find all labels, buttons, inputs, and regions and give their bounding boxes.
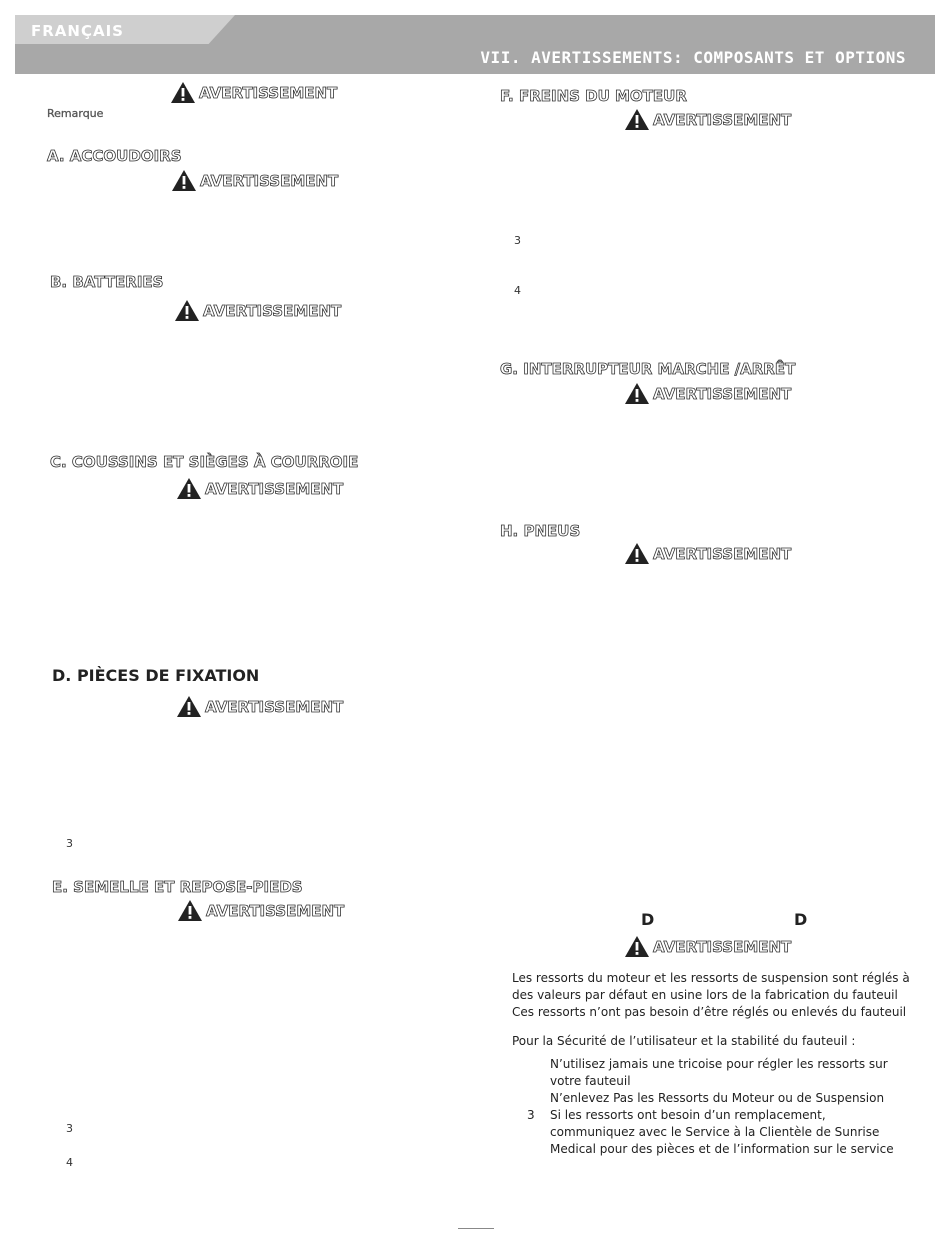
paragraph-line: des valeurs par défaut en usine lors de la fabrication du fauteuil xyxy=(512,988,898,1002)
section-f-item-number-4: 4 xyxy=(514,284,521,297)
warning-banner-intro xyxy=(170,81,337,104)
warning-triangle-icon xyxy=(170,81,196,104)
warning-label: AVERTISSEMENT xyxy=(205,479,344,498)
warning-triangle-icon xyxy=(176,695,202,718)
warning-banner-e xyxy=(177,899,344,922)
warning-banner-g xyxy=(624,382,791,405)
section-a-heading: A. ACCOUDOIRS xyxy=(47,147,182,165)
safety-list xyxy=(550,1056,894,1158)
list-item-number: 3 xyxy=(527,1108,535,1122)
list-line: votre fauteuil xyxy=(550,1074,631,1088)
warning-banner-b xyxy=(174,299,341,322)
section-i-heading-letter-1: D xyxy=(641,910,655,929)
section-d-heading xyxy=(52,666,259,685)
paragraph-line: Les ressorts du moteur et les ressorts de suspension sont réglés à xyxy=(512,971,910,985)
list-line: N’utilisez jamais une tricoise pour régler les ressorts sur xyxy=(550,1057,888,1071)
section-d-title: PIÈCES DE FIXATION xyxy=(76,666,260,685)
paragraph-line: Ces ressorts n’ont pas besoin d’être réglés ou enlevés du fauteuil xyxy=(512,1005,907,1019)
section-f-heading: F. FREINS DU MOTEUR xyxy=(500,87,687,105)
remark-label: Remarque xyxy=(47,107,104,120)
warning-label: AVERTISSEMENT xyxy=(206,901,345,920)
safety-intro: Pour la Sécurité de l’utilisateur et la stabilité du fauteuil : xyxy=(512,1034,856,1048)
list-line: N’enlevez Pas les Ressorts du Moteur ou de Suspension xyxy=(550,1091,885,1105)
warning-banner-a xyxy=(171,169,338,192)
warning-label: AVERTISSEMENT xyxy=(653,544,792,563)
warning-banner-d xyxy=(176,695,343,718)
warning-banner-c xyxy=(176,477,343,500)
warning-triangle-icon xyxy=(624,542,650,565)
warning-triangle-icon xyxy=(171,169,197,192)
warning-label: AVERTISSEMENT xyxy=(653,110,792,129)
section-b-heading: B. BATTERIES xyxy=(50,273,164,291)
warning-label: AVERTISSEMENT xyxy=(653,937,792,956)
warning-triangle-icon xyxy=(624,108,650,131)
section-f-item-number-3: 3 xyxy=(514,234,521,247)
section-i-heading-letter-2: D xyxy=(794,910,808,929)
section-d-letter: D. xyxy=(52,666,72,685)
list-line: Medical pour des pièces et de l’information sur le service xyxy=(550,1142,894,1156)
warning-triangle-icon xyxy=(177,899,203,922)
list-line: Si les ressorts ont besoin d’un remplacement, xyxy=(550,1108,826,1122)
warning-triangle-icon xyxy=(176,477,202,500)
section-g-heading: G. INTERRUPTEUR MARCHE /ARRÊT xyxy=(500,360,796,378)
chapter-title: VII. AVERTISSEMENTS: COMPOSANTS ET OPTIONS xyxy=(480,48,906,67)
warning-label: AVERTISSEMENT xyxy=(199,83,338,102)
list-line: communiquez avec le Service à la Clientèle de Sunrise xyxy=(550,1125,880,1139)
section-c-heading: C. COUSSINS ET SIÈGES À COURROIE xyxy=(50,453,359,471)
section-e-item-number-4: 4 xyxy=(66,1156,73,1169)
warning-banner-f xyxy=(624,108,791,131)
footer-rule xyxy=(458,1228,494,1229)
warning-triangle-icon xyxy=(624,382,650,405)
section-d-item-number: 3 xyxy=(66,837,73,850)
section-e-heading: E. SEMELLE ET REPOSE-PIEDS xyxy=(52,878,303,896)
warning-triangle-icon xyxy=(624,935,650,958)
warning-banner-i xyxy=(624,935,791,958)
warning-label: AVERTISSEMENT xyxy=(205,697,344,716)
warning-label: AVERTISSEMENT xyxy=(203,301,342,320)
warning-triangle-icon xyxy=(174,299,200,322)
warning-label: AVERTISSEMENT xyxy=(200,171,339,190)
warning-label: AVERTISSEMENT xyxy=(653,384,792,403)
section-e-item-number-3: 3 xyxy=(66,1122,73,1135)
warning-banner-h xyxy=(624,542,791,565)
language-label: FRANÇAIS xyxy=(31,22,124,40)
springs-paragraph xyxy=(512,970,910,1021)
section-h-heading: H. PNEUS xyxy=(500,522,581,540)
